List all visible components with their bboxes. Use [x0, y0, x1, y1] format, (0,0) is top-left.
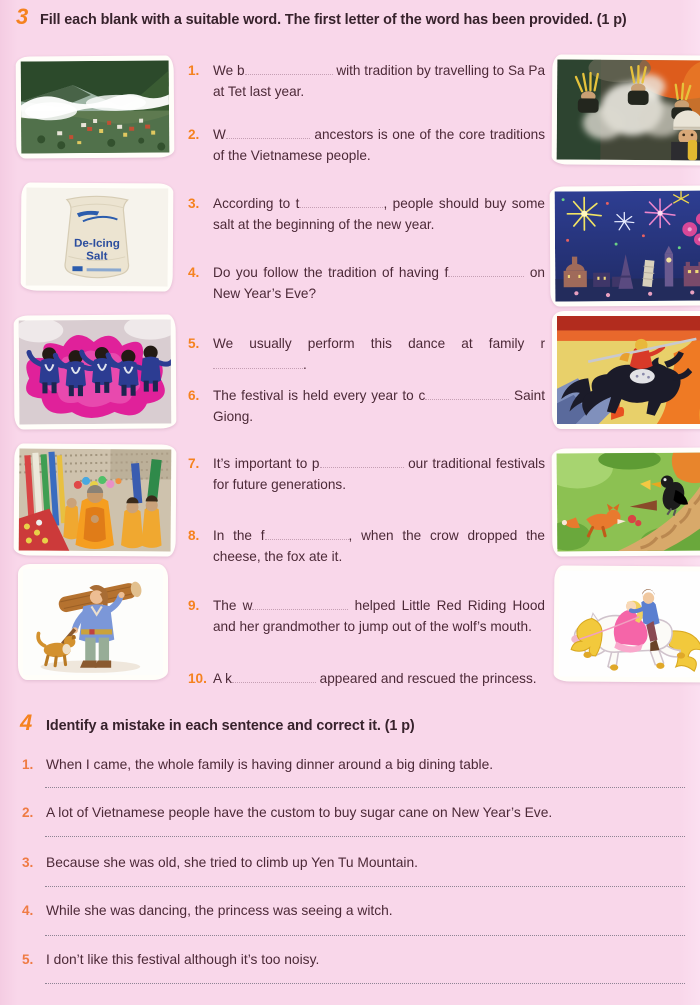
- question-post: helped Little Red Riding Hood and her grandmother to jump out of the wolf’s mouth.: [213, 598, 545, 634]
- fill-question-1: [188, 60, 545, 102]
- fill-question-9: [188, 595, 545, 637]
- fox-and-crow-illustration: [557, 452, 700, 551]
- question-post: ancestors is one of the core traditions of the Vietnamese people.: [213, 127, 545, 163]
- question-pre: In the f: [213, 528, 265, 543]
- salt-label-line1: De-Icing: [73, 237, 120, 250]
- sentence-text: I don’t like this festival although it’s too noisy.: [46, 952, 320, 967]
- sentence-number: 4.: [22, 903, 34, 918]
- question-text: [213, 668, 545, 689]
- woodcutter-illustration: [23, 569, 163, 675]
- exercise4-number: 4: [20, 710, 33, 735]
- answer-line[interactable]: [45, 787, 685, 788]
- folk-dance-illustration: [19, 319, 172, 424]
- answer-blank[interactable]: [232, 669, 316, 683]
- question-number: 8.: [188, 528, 200, 543]
- question-text: [213, 385, 545, 427]
- photo-folk-dance: [14, 314, 177, 429]
- fill-question-3: [188, 193, 545, 235]
- answer-blank[interactable]: [299, 194, 383, 208]
- fill-question-5: [188, 333, 545, 375]
- salt-label-line2: Salt: [86, 250, 108, 263]
- question-pre: Do you follow the tradition of having f: [213, 265, 449, 280]
- exercise3-number: 3: [16, 4, 29, 29]
- question-pre: The w: [213, 598, 253, 613]
- answer-line[interactable]: [45, 886, 685, 887]
- question-text: [213, 262, 545, 304]
- question-post: .: [303, 357, 307, 372]
- exercise4-title: Identify a mistake in each sentence and correct it. (1 p): [46, 718, 415, 734]
- mistake-sentence-4: [22, 901, 677, 920]
- fill-question-4: [188, 262, 545, 304]
- question-text: [213, 453, 545, 495]
- photo-saint-giong: [552, 311, 700, 429]
- festival-procession-illustration: [19, 448, 172, 551]
- sapa-illustration: [21, 60, 170, 153]
- sentence-number: 1.: [22, 757, 34, 772]
- question-post: our traditional festivals for future generations.: [213, 456, 545, 492]
- question-text: [213, 595, 545, 637]
- question-number: 1.: [188, 63, 200, 78]
- saint-giong-illustration: [557, 316, 700, 424]
- salt-bag-illustration: [26, 188, 169, 287]
- sentence-text: While she was dancing, the princess was seeing a witch.: [46, 903, 393, 918]
- fireworks-illustration: [555, 190, 700, 301]
- question-text: [213, 124, 545, 166]
- prince-and-princess-illustration: [559, 570, 700, 677]
- sentence-number: 5.: [22, 952, 34, 967]
- fill-question-8: [188, 525, 545, 567]
- question-post: , when the crow dropped the cheese, the fox ate it.: [213, 528, 545, 564]
- mistake-sentence-3: [22, 853, 677, 872]
- sentence-text: Because she was old, she tried to climb up Yen Tu Mountain.: [46, 855, 418, 870]
- answer-blank[interactable]: [226, 125, 310, 139]
- photo-fireworks: [550, 185, 700, 306]
- exercise3-title: Fill each blank with a suitable word. The first letter of the word has been provided. (1 p): [40, 12, 627, 28]
- photo-prince-and-princess: [554, 565, 700, 682]
- question-post: on New Year’s Eve?: [213, 265, 545, 301]
- sentence-text: A lot of Vietnamese people have the custom to buy sugar cane on New Year’s Eve.: [46, 805, 553, 820]
- question-number: 5.: [188, 336, 200, 351]
- photo-salt-bag: [21, 182, 174, 291]
- question-post: appeared and rescued the princess.: [315, 671, 537, 686]
- question-pre: It’s important to p: [213, 456, 320, 471]
- sentence-text: When I came, the whole family is having dinner around a big dining table.: [46, 757, 494, 772]
- question-pre: We b: [213, 63, 245, 78]
- question-text: [213, 193, 545, 235]
- question-pre: The festival is held every year to c: [213, 388, 426, 403]
- question-text: [213, 60, 545, 102]
- photo-fox-and-crow: [552, 447, 700, 556]
- photo-woodcutter: [18, 564, 168, 680]
- fill-question-2: [188, 124, 545, 166]
- answer-blank[interactable]: [252, 596, 348, 610]
- sentence-number: 2.: [22, 805, 34, 820]
- question-number: 3.: [188, 196, 200, 211]
- answer-line[interactable]: [45, 935, 685, 936]
- question-pre: W: [213, 127, 226, 142]
- answer-blank[interactable]: [213, 355, 303, 369]
- question-post: Saint Giong.: [213, 388, 545, 424]
- question-number: 10.: [188, 671, 207, 686]
- incense-worship-illustration: [557, 59, 700, 160]
- photo-sapa: [16, 55, 175, 158]
- question-number: 2.: [188, 127, 200, 142]
- photo-incense-worship: [552, 54, 700, 165]
- question-number: 4.: [188, 265, 200, 280]
- answer-blank[interactable]: [245, 61, 333, 75]
- question-post: with tradition by travelling to Sa Pa at Tet last year.: [213, 63, 546, 99]
- answer-blank[interactable]: [320, 454, 404, 468]
- sentence-number: 3.: [22, 855, 34, 870]
- mistake-sentence-2: [22, 803, 677, 822]
- mistake-sentence-5: [22, 950, 677, 969]
- question-number: 6.: [188, 388, 200, 403]
- answer-blank[interactable]: [425, 386, 509, 400]
- answer-line[interactable]: [45, 836, 685, 837]
- fill-question-6: [188, 385, 545, 427]
- question-text: [213, 525, 545, 567]
- answer-line[interactable]: [45, 983, 685, 984]
- answer-blank[interactable]: [265, 526, 349, 540]
- question-pre: According to t: [213, 196, 300, 211]
- question-number: 9.: [188, 598, 200, 613]
- question-text: [213, 333, 545, 375]
- answer-blank[interactable]: [448, 263, 524, 277]
- photo-festival-procession: [14, 443, 177, 556]
- question-post: , people should buy some salt at the beginning of the new year.: [213, 196, 545, 232]
- mistake-sentence-1: [22, 755, 677, 774]
- question-number: 7.: [188, 456, 200, 471]
- question-pre: We usually perform this dance at family r: [213, 336, 545, 351]
- fill-question-10: [188, 668, 545, 689]
- question-pre: A k: [213, 671, 232, 686]
- fill-question-7: [188, 453, 545, 495]
